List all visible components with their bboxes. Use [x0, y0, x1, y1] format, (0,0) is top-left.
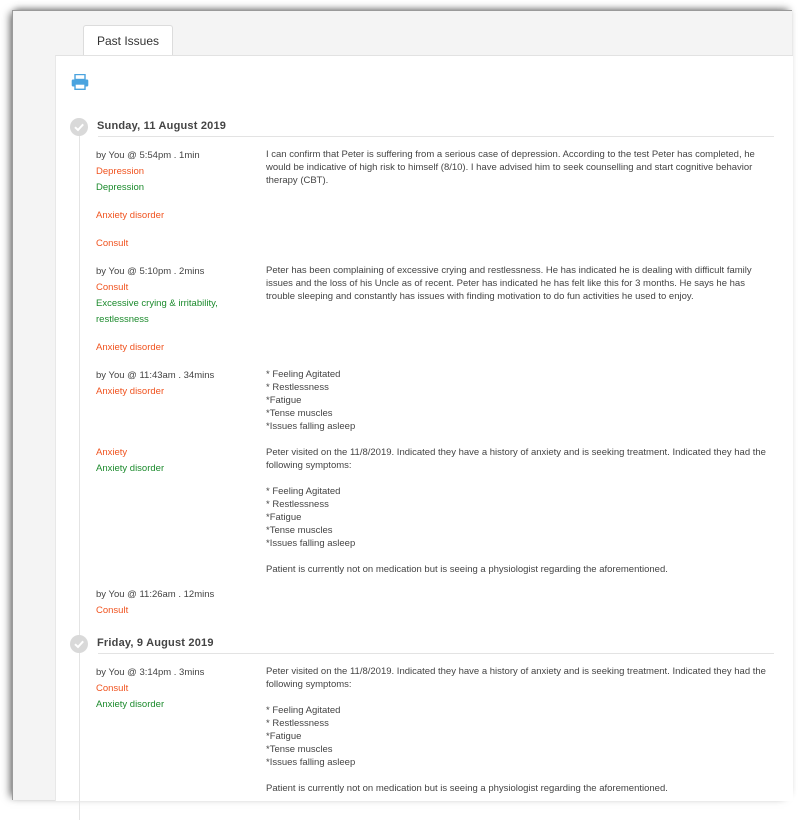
note-intro: Peter visited on the 11/8/2019. Indicated they have a history of anxiety and is seeking treatment. Indicated they had the following symptoms: [266, 666, 766, 690]
symptom-line: *Tense muscles [266, 525, 333, 536]
symptom-line: *Fatigue [266, 512, 302, 523]
check-circle-icon [70, 118, 88, 136]
entry-meta [96, 368, 261, 477]
tag-anxiety-disorder[interactable]: Anxiety disorder [96, 342, 165, 353]
symptom-line: * Restlessness [266, 382, 329, 393]
note-intro: Peter visited on the 11/8/2019. Indicated they have a history of anxiety and is seeking treatment. Indicated they had the following symptoms: [266, 447, 766, 471]
tag-consult[interactable]: Consult [96, 282, 129, 293]
entry-author-time: by You @ 5:10pm . 2mins [96, 266, 205, 277]
symptom-line: * Restlessness [266, 718, 329, 729]
tag-anxiety-disorder[interactable]: Anxiety disorder [96, 699, 165, 710]
entry-author-time: by You @ 3:14pm . 3mins [96, 667, 205, 678]
past-issues-panel [55, 55, 793, 801]
note-outro: Patient is currently not on medication but is seeing a physiologist regarding the aforementioned. [266, 564, 668, 575]
tag-depression[interactable]: Depression [96, 166, 145, 177]
entry-note: I can confirm that Peter is suffering from a serious case of depression. According to the test Peter has completed, he would be indicative of high risk to himself (8/10). I have advised him to seek counselling and start cognitive behavior therapy (CBT). [266, 149, 755, 186]
tag-anxiety-disorder[interactable]: Anxiety disorder [96, 463, 165, 474]
note-outro: Patient is currently not on medication but is seeing a physiologist regarding the aforementioned. [266, 783, 668, 794]
symptom-line: * Feeling Agitated [266, 705, 341, 716]
symptom-line: *Tense muscles [266, 744, 333, 755]
symptom-line: *Issues falling asleep [266, 421, 356, 432]
tag-anxiety[interactable]: Anxiety [96, 447, 128, 458]
entry-author-time: by You @ 5:54pm . 1min [96, 150, 200, 161]
entry-meta [96, 264, 261, 356]
entry-author-time: by You @ 11:43am . 34mins [96, 370, 215, 381]
entry-note [266, 368, 776, 576]
entry-meta [96, 148, 261, 252]
tag-excessive-crying[interactable]: Excessive crying & irritability, restlessness [96, 298, 218, 325]
date-label: Sunday, 11 August 2019 [97, 120, 227, 132]
symptom-line: * Feeling Agitated [266, 486, 341, 497]
tab-past-issues[interactable]: Past Issues [83, 25, 173, 56]
tab-bar [13, 11, 792, 55]
check-circle-icon [70, 635, 88, 653]
tag-consult[interactable]: Consult [96, 605, 129, 616]
symptom-line: * Feeling Agitated [266, 369, 341, 380]
tag-anxiety-disorder[interactable]: Anxiety disorder [96, 386, 165, 397]
symptom-line: * Restlessness [266, 499, 329, 510]
past-issues-window [12, 10, 792, 800]
date-divider [98, 653, 774, 654]
symptom-line: *Issues falling asleep [266, 757, 356, 768]
tag-consult[interactable]: Consult [96, 238, 129, 249]
date-label: Friday, 9 August 2019 [97, 637, 214, 649]
entry-author-time: by You @ 11:26am . 12mins [96, 589, 215, 600]
tag-consult[interactable]: Consult [96, 683, 129, 694]
tag-depression[interactable]: Depression [96, 182, 145, 193]
tag-anxiety-disorder[interactable]: Anxiety disorder [96, 210, 165, 221]
timeline-line [79, 120, 80, 820]
entry-note: Peter has been complaining of excessive crying and restlessness. He has indicated he is dealing with difficult family issues and the loss of his Uncle as of recent. Peter has indicated he has felt like this for 3 months. He says he has trouble sleeping and constantly has issues with finding motivation to do fun activities he used to enjoy. [266, 265, 752, 302]
date-divider [98, 136, 774, 137]
entry-meta [96, 665, 261, 713]
printer-icon[interactable] [71, 74, 89, 90]
symptom-line: *Fatigue [266, 731, 302, 742]
entry-meta [96, 587, 261, 619]
symptom-line: *Fatigue [266, 395, 302, 406]
symptom-line: *Tense muscles [266, 408, 333, 419]
symptom-line: *Issues falling asleep [266, 538, 356, 549]
entry-note [266, 665, 776, 795]
